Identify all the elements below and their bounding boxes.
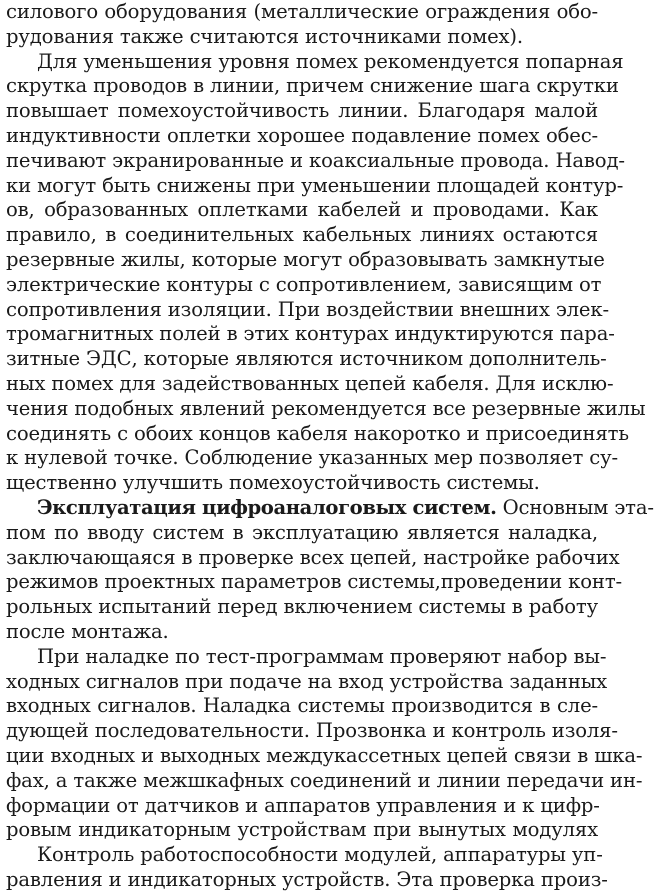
line-text: Основным эта- [496,495,654,519]
text-line [6,74,619,99]
line-text: пом по вводу систем в эксплуатацию является наладка, [6,520,598,544]
line-text: щественно улучшить помехоустойчивость системы. [6,471,540,495]
text-line [6,818,598,843]
text-line [6,620,598,645]
line-text: ровым индикаторным устройствам при вынутых модулях [6,818,598,842]
line-text: рольных испытаний перед включением системы в работу [6,595,598,619]
text-line [6,297,609,323]
text-line [6,0,598,25]
line-text: рудования также считаются источниками помех). [6,24,524,48]
text-line [6,421,629,447]
line-text: индуктивности оплетки хорошее подавление помех обес- [6,123,598,147]
text-line [6,99,598,124]
line-text: При наладке по тест-программам проверяют набор вы- [37,644,607,668]
line-text: Контроль работоспособности модулей, аппаратуры уп- [37,843,603,867]
text-line [6,49,624,75]
line-text: режимов проектных параметров системы,проведении конт- [6,570,622,594]
text-line [6,743,643,769]
text-line [6,446,618,471]
text-line [6,867,608,893]
text-line [6,843,603,868]
line-text: тромагнитных полей в этих контурах индуктируются пара- [6,322,615,346]
text-line [6,173,624,199]
line-text: скрутка проводов в линии, причем снижение шага скрутки [6,74,619,98]
line-text: ов, образованных оплетками кабелей и проводами. Как [6,198,598,222]
text-line [6,247,605,273]
text-line [6,347,607,372]
text-line [6,694,598,719]
text-line [6,669,608,695]
text-line [6,768,643,794]
line-text: электрические контуры с сопротивлением, зависящим от [6,272,602,296]
line-text: к нулевой точке. Соблюдение указанных мер позволяет су- [6,446,618,470]
text-line [6,719,618,744]
text-line [6,396,646,422]
line-text: входных сигналов. Наладка системы производится в сле- [6,694,598,718]
text-line [6,545,620,571]
line-text: зитные ЭДС, которые являются источником дополнитель- [6,347,607,371]
line-text: после монтажа. [6,619,169,643]
line-text: Для уменьшения уровня помех рекомендуется попарная [37,49,624,73]
line-text: сопротивления изоляции. При воздействии внешних элек- [6,297,609,321]
line-text: резервные жилы, которые могут образовывать замкнутые [6,247,605,271]
text-line [6,272,602,298]
line-text: печивают экранированные и коаксиальные провода. Навод- [6,148,625,172]
line-text: правило, в соединительных кабельных линиях остаются [6,223,598,247]
text-line [6,371,614,397]
line-text: ки могут быть снижены при уменьшении площадей контур- [6,173,624,197]
line-text: равления и индикаторных устройств. Эта проверка произ- [6,867,608,891]
text-line [6,25,598,50]
text-line [6,644,607,670]
line-text: повышает помехоустойчивость линии. Благодаря малой [6,99,598,123]
text-line [6,124,598,149]
line-text: соединять с обоих концов кабеля накоротко и присоединять [6,421,629,445]
document-page [6,0,654,891]
line-text: ных помех для задействованных цепей кабеля. Для исклю- [6,371,614,395]
line-text: чения подобных явлений рекомендуется все резервные жилы [6,396,646,420]
text-line [6,794,598,819]
text-line [6,322,615,347]
line-text: заключающаяся в проверке всех цепей, настройке рабочих [6,545,620,569]
text-line [6,495,654,521]
text-line [6,521,598,546]
line-text: ходных сигналов при подаче на вход устройства заданных [6,669,608,693]
line-text: ции входных и выходных междукассетных цепей связи в шка- [6,743,643,767]
text-line [6,570,622,595]
line-text: силового оборудования (металлические ограждения обо- [6,0,598,23]
text-line [6,198,598,223]
line-text: формации от датчиков и аппаратов управления и к цифр- [6,793,600,817]
line-text: дующей последовательности. Прозвонка и контроль изоля- [6,719,618,743]
section-heading: Эксплуатация цифроаналоговых систем. [37,495,497,519]
text-line [6,148,625,174]
text-line [6,223,598,248]
text-line [6,471,598,496]
text-line [6,595,598,620]
line-text: фах, а также межшкафных соединений и линии передачи ин- [6,768,643,792]
